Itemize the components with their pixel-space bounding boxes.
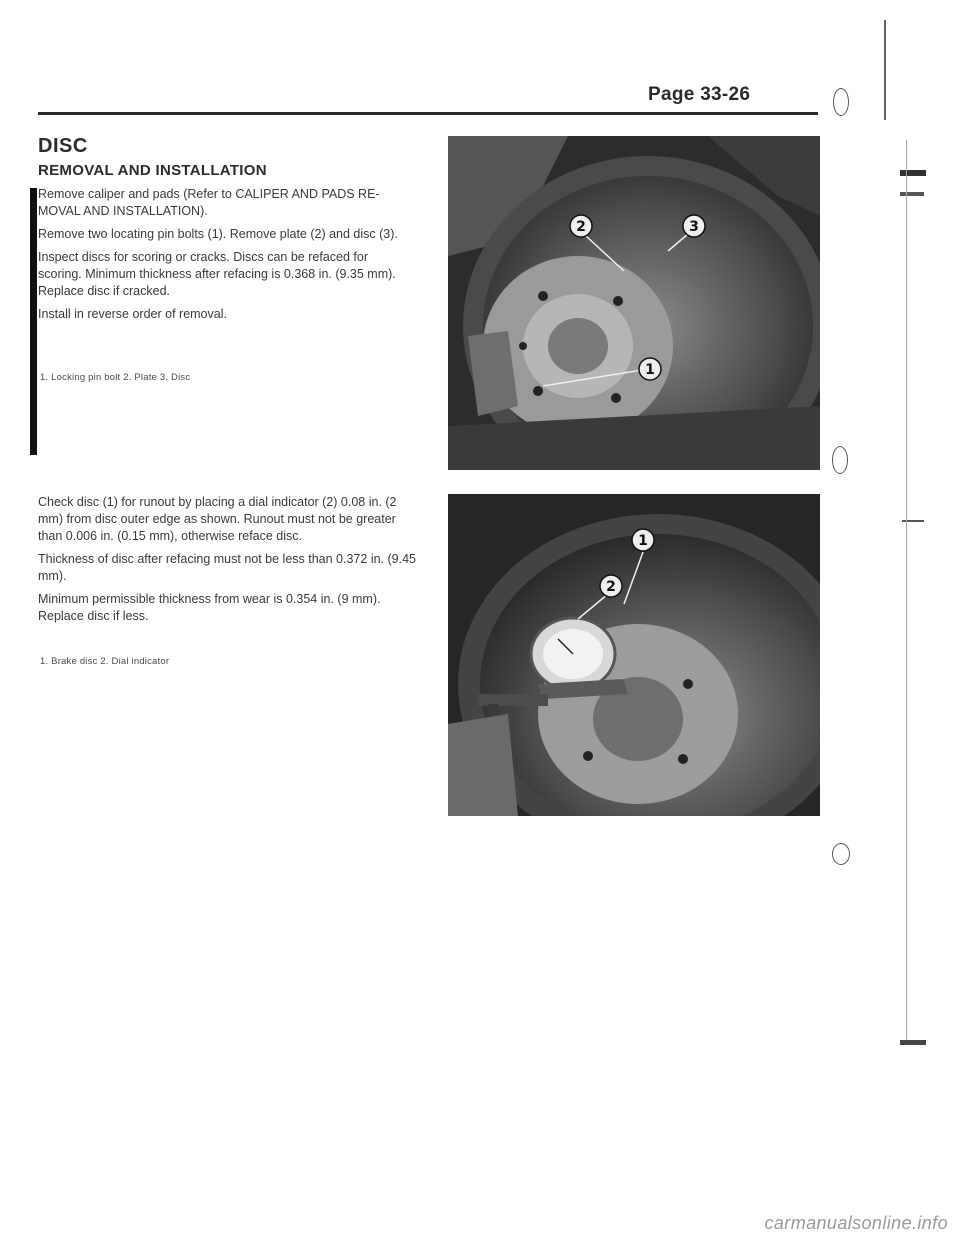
binding-bar <box>30 188 37 455</box>
runout-paragraph-1: Check disc (1) for runout by placing a dial indicator (2) 0.08 in. (2 mm) from disc outer edge as shown. Runout must not be greater than 0.006 in. (0.15 mm), otherwise reface disc. <box>38 495 397 543</box>
binding-mark-2 <box>30 323 37 345</box>
runout-callout-1 <box>632 529 654 551</box>
runout-photo <box>448 494 820 816</box>
removal-callout-3-label: 3 <box>689 219 699 235</box>
runout-caption: 1. Brake disc 2. Dial indicator <box>40 656 170 667</box>
removal-callout-1 <box>639 358 661 380</box>
punch-hole-top <box>833 88 849 116</box>
edge-line-long <box>906 140 907 1040</box>
runout-paragraph-2: Thickness of disc after refacing must not be less than 0.372 in. (9.45 mm). <box>38 552 416 583</box>
edge-line-top <box>884 20 886 120</box>
edge-mark-2 <box>900 192 924 196</box>
runout-paragraph-3: Minimum permissible thickness from wear is 0.354 in. (9 mm). Replace disc if less. <box>38 592 381 623</box>
removal-text <box>38 186 411 323</box>
removal-callout-1-label: 1 <box>645 362 655 378</box>
edge-mark-1 <box>900 170 926 176</box>
removal-caption: 1. Locking pin bolt 2. Plate 3. Disc <box>40 372 191 383</box>
removal-paragraph-4: Install in reverse order of removal. <box>38 307 227 321</box>
watermark: carmanualsonline.info <box>764 1213 948 1233</box>
header-rule <box>38 112 818 115</box>
removal-paragraph-1: Remove caliper and pads (Refer to CALIPER AND PADS RE-MOVAL AND INSTALLATION). <box>38 187 380 218</box>
punch-hole-bottom <box>832 843 850 865</box>
section-subtitle: REMOVAL AND INSTALLATION <box>38 162 267 179</box>
runout-text <box>38 494 416 625</box>
section-title: DISC <box>38 135 88 157</box>
runout-callout-2 <box>600 575 622 597</box>
removal-paragraph-3: Inspect discs for scoring or cracks. Discs can be refaced for scoring. Minimum thickness after refacing is 0.368 in. (9.35 mm). Replace disc if cracked. <box>38 250 396 298</box>
binding-mark-1 <box>30 290 37 312</box>
removal-callout-3 <box>683 215 705 237</box>
removal-callout-2 <box>570 215 592 237</box>
runout-callout-2-label: 2 <box>606 579 616 595</box>
runout-callout-1-label: 1 <box>638 533 648 549</box>
removal-callout-2-label: 2 <box>576 219 586 235</box>
edge-mark-4 <box>900 1040 926 1045</box>
removal-photo <box>448 136 820 470</box>
punch-hole-middle <box>832 446 848 474</box>
page-number: Page 33-26 <box>648 84 751 105</box>
removal-paragraph-2: Remove two locating pin bolts (1). Remove plate (2) and disc (3). <box>38 227 398 241</box>
